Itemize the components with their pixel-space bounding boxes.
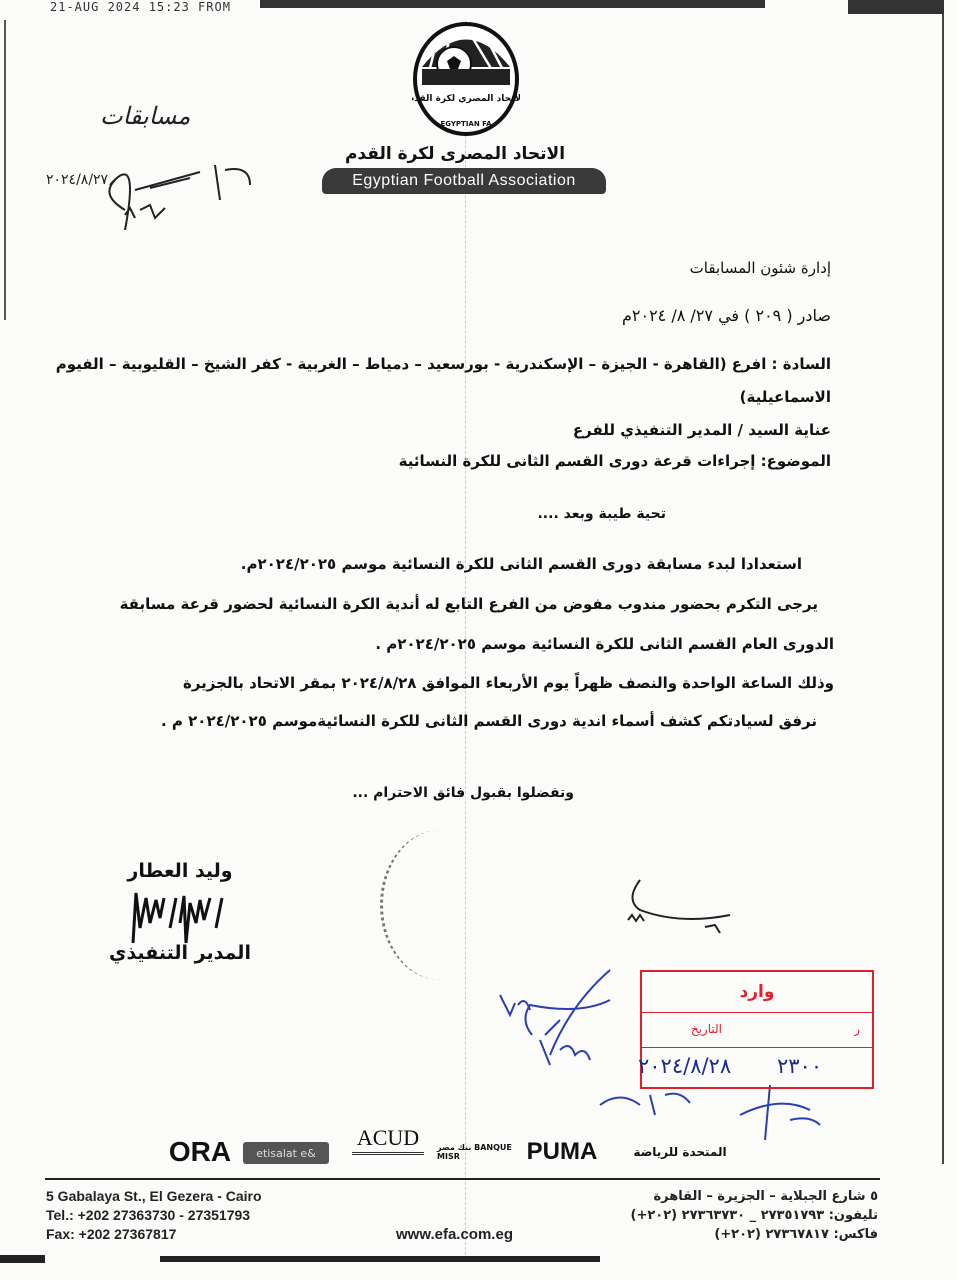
- address-ar: ٥ شارع الجبلاية – الجزيرة – القاهرة: [653, 1189, 878, 1204]
- greeting: تحية طيبة وبعد ....: [537, 506, 666, 522]
- sponsor-puma-logo: PUMA: [526, 1138, 598, 1165]
- seal-partial: [380, 830, 503, 980]
- paragraph: الدورى العام القسم الثانى للكرة النسائية موسم ٢٠٢٤/٢٠٢٥م .: [375, 635, 834, 653]
- fax-ar: فاكس: ٢٧٣٦٧٨١٧ (٢٠٢+): [714, 1227, 878, 1242]
- paragraph: استعدادا لبدء مسابقة دورى القسم الثانى للكرة النسائية موسم ٢٠٢٤/٢٠٢٥م.: [240, 555, 802, 573]
- recipients: السادة : افرع (القاهرة - الجيزة – الإسكندرية - بورسعيد – دمياط – الغربية - كفر الشيخ – القليوبية – الفيوم: [55, 355, 831, 373]
- sponsor-acud-logo: ACUD: [352, 1124, 424, 1155]
- signatory-title: المدير التنفيذي: [109, 942, 251, 964]
- attention-line: عناية السيد / المدير التنفيذي للفرع: [572, 421, 831, 439]
- department: إدارة شئون المسابقات: [689, 259, 831, 277]
- footer-divider: [45, 1178, 880, 1180]
- fax-header: 21-AUG 2024 15:23 FROM: [50, 0, 231, 14]
- logo-text-ar: الاتحاد المصري لكرة القدم: [412, 94, 520, 104]
- website-link[interactable]: www.efa.com.eg: [396, 1226, 513, 1243]
- sponsor-united-sports-logo: المتحدة للرياضة: [633, 1145, 727, 1159]
- recipients-cont: الاسماعيلية): [739, 388, 831, 406]
- tel-en: Tel.: +202 27363730 - 27351793: [46, 1207, 251, 1223]
- association-title-ar: الاتحاد المصرى لكرة القدم: [344, 144, 566, 164]
- scan-edge: [942, 14, 944, 1164]
- address-en: 5 Gabalaya St., El Gezera - Cairo: [46, 1188, 262, 1204]
- efa-logo: [412, 22, 520, 137]
- stamp-number-label: ر: [854, 1022, 860, 1036]
- signatory-name: وليد العطار: [127, 860, 233, 882]
- issued-number-date: صادر ( ٢٠٩ ) في ٢٧/ ٨/ ٢٠٢٤م: [621, 306, 831, 325]
- subject-line: الموضوع: إجراءات قرعة دورى القسم الثانى للكرة النسائية: [398, 452, 831, 470]
- handwritten-date: ٢٠٢٤/٨/٢٧: [46, 172, 109, 188]
- sponsor-banque-misr-logo: بنك مصر BANQUE MISR: [437, 1143, 512, 1161]
- scan-edge: [260, 0, 765, 8]
- scan-edge: [4, 20, 6, 320]
- fax-en: Fax: +202 27367817: [46, 1226, 177, 1242]
- stamp-date-value: ٢٠٢٤/٨/٢٨: [638, 1054, 732, 1078]
- handwritten-annotation: [40, 150, 270, 230]
- scan-edge: [160, 1256, 600, 1262]
- tel-ar: تليفون: ٢٧٣٥١٧٩٣ _ ٢٧٣٦٣٧٣٠ (٢٠٢+): [630, 1208, 878, 1223]
- sponsor-etisalat-logo: etisalat e&: [243, 1142, 329, 1164]
- paragraph: نرفق لسيادتكم كشف أسماء اندية دورى القسم الثانى للكرة النسائيةموسم ٢٠٢٤/٢٠٢٥ م .: [161, 712, 817, 730]
- incoming-stamp: [640, 970, 874, 1089]
- stamp-header: وارد: [739, 982, 775, 1002]
- scan-edge: [0, 1255, 45, 1263]
- sponsor-ora-logo: ORA: [168, 1136, 232, 1167]
- footer-contact-ar: [631, 1187, 878, 1244]
- handwritten-initials: [620, 865, 740, 939]
- scan-edge: [848, 0, 944, 14]
- paragraph: يرجى التكرم بحضور مندوب مفوض من الفرع التابع له أندية الكرة النسائية لحضور قرعة مسابقة: [119, 595, 818, 613]
- association-title-en: Egyptian Football Association: [322, 168, 606, 194]
- handwritten-note: مسابقات: [100, 102, 191, 130]
- logo-text-en: EGYPTIAN FA: [440, 120, 492, 128]
- stamp-number-value: ٢٣٠٠: [777, 1054, 823, 1078]
- footer-contact-en: [46, 1187, 262, 1244]
- stamp-date-label: التاريخ: [690, 1022, 722, 1036]
- paragraph: وذلك الساعة الواحدة والنصف ظهراً يوم الأربعاء الموافق ٢٠٢٤/٨/٢٨ بمقر الاتحاد بالجزيرة: [182, 674, 834, 692]
- closing: وتفضلوا بقبول فائق الاحترام ...: [352, 785, 574, 801]
